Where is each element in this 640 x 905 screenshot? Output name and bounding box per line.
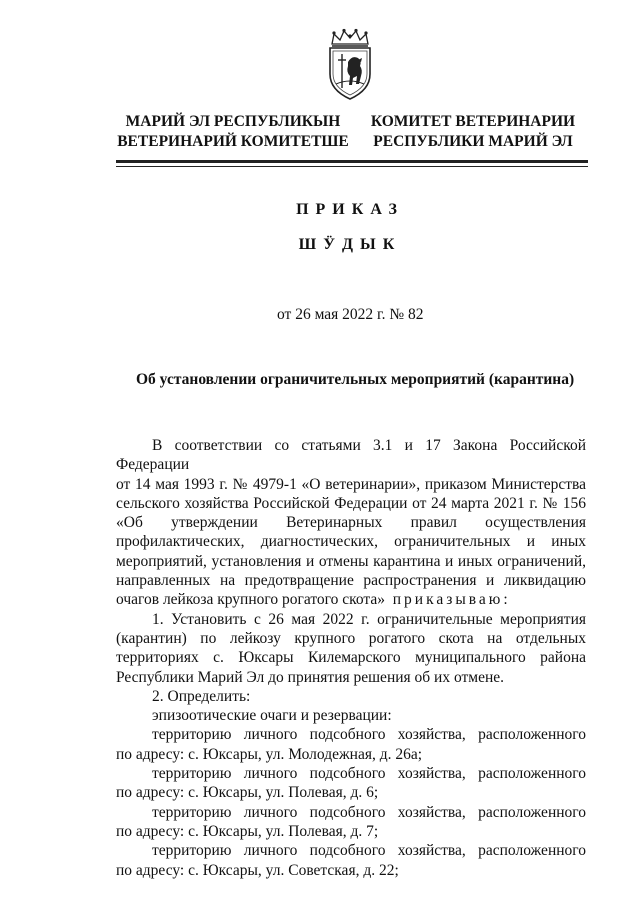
list-item-line: территорию личного подсобного хозяйства, расположенного — [152, 726, 586, 744]
header-right-block — [366, 112, 580, 152]
header-left-line1: МАРИЙ ЭЛ РЕСПУБЛИКЫН — [125, 113, 341, 130]
header-left-line2: ВЕТЕРИНАРИЙ КОМИТЕТШЕ — [117, 133, 349, 150]
list-item-line: территорию личного подсобного хозяйства, расположенного — [152, 842, 586, 860]
body-line: профилактических, диагностических, ограничительных и иных — [116, 533, 586, 551]
header-right-line1: КОМИТЕТ ВЕТЕРИНАРИИ — [370, 113, 576, 130]
body-line: «Об утверждении Ветеринарных правил осуществления — [116, 514, 586, 532]
list-item-line: территорию личного подсобного хозяйства, расположенного — [152, 765, 586, 783]
document-type-ru: ПРИКАЗ — [296, 201, 404, 218]
body-line: 1. Установить с 26 мая 2022 г. ограничительные мероприятия — [152, 610, 586, 628]
body-line: В соответствии со статьями 3.1 и 17 Закона Российской Федерации — [116, 437, 586, 474]
body-line: 2. Определить: — [152, 687, 251, 705]
document-title: Об установлении ограничительных мероприятий (карантина) — [136, 371, 575, 388]
document-date-number: от 26 мая 2022 г. № 82 — [277, 306, 424, 323]
coat-of-arms-icon — [322, 28, 378, 102]
header-right-line2: РЕСПУБЛИКИ МАРИЙ ЭЛ — [373, 133, 573, 150]
body-text: очагов лейкоза крупного рогатого скота» — [116, 591, 385, 609]
list-item-line: территорию личного подсобного хозяйства, расположенного — [152, 803, 586, 821]
body-line: от 14 мая 1993 г. № 4979-1 «О ветеринарии», приказом Министерства — [116, 475, 586, 493]
list-item-line: по адресу: с. Юксары, ул. Молодежная, д. 26а; — [116, 745, 423, 763]
body-line: сельского хозяйства Российской Федерации от 24 марта 2021 г. № 156 — [116, 494, 586, 512]
body-line: эпизоотические очаги и резервации: — [152, 707, 392, 725]
list-item-line: по адресу: с. Юксары, ул. Советская, д. 22; — [116, 861, 399, 879]
body-line: направленных на предотвращение распространения и ликвидацию — [116, 572, 586, 590]
list-item-line: по адресу: с. Юксары, ул. Полевая, д. 7; — [116, 822, 379, 840]
header-divider-thin — [116, 166, 588, 167]
body-line: (карантин) по лейкозу крупного рогатого скота на отдельных — [116, 629, 586, 647]
document-body — [116, 436, 586, 880]
order-word: приказываю: — [392, 591, 511, 609]
body-line — [116, 590, 586, 609]
body-line: Республики Марий Эл до принятия решения об их отмене. — [116, 668, 505, 686]
body-line: территориях с. Юксары Килемарского муниципального района — [116, 649, 586, 667]
document-type-mari: ШӰДЫК — [298, 236, 402, 253]
header-divider-thick — [116, 160, 588, 163]
header-left-block — [110, 112, 356, 152]
list-item-line: по адресу: с. Юксары, ул. Полевая, д. 6; — [116, 784, 379, 802]
body-line: мероприятий, установления и отмены карантина и иных ограничений, — [116, 552, 586, 570]
